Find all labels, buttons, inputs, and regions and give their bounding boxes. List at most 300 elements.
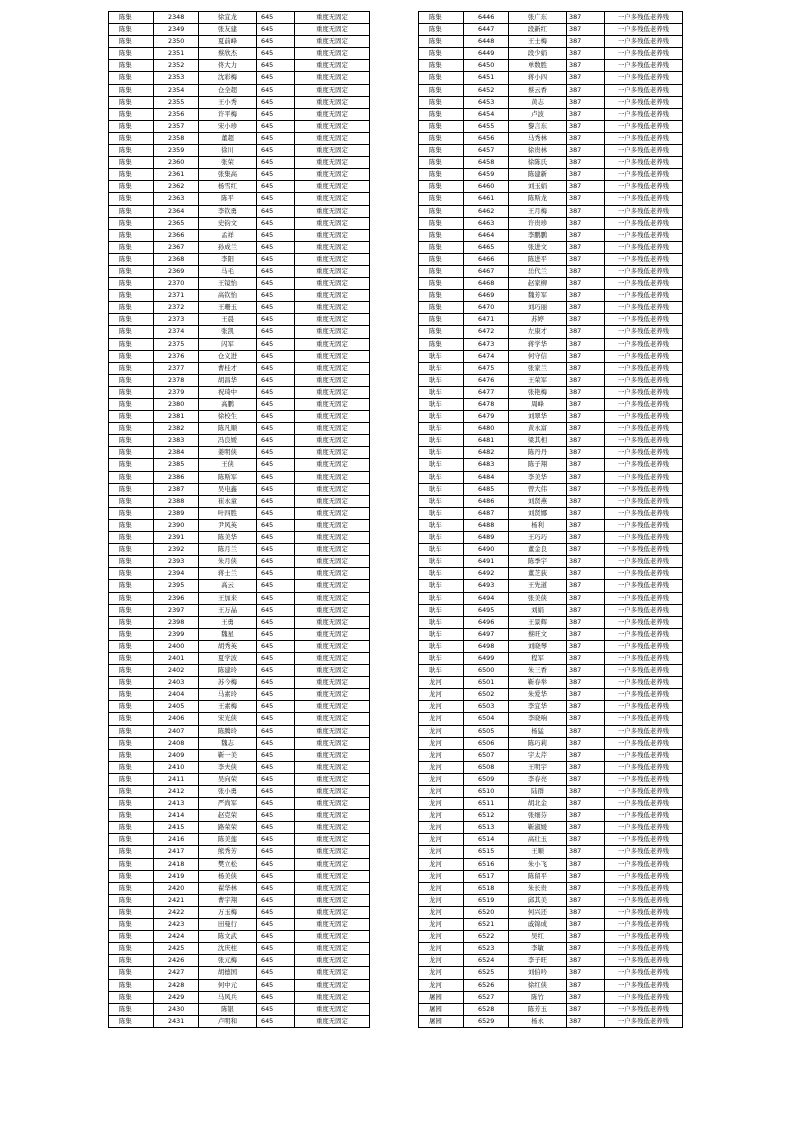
amount-cell: 645 (257, 314, 295, 326)
category-cell: 一户多残低老养残 (605, 713, 683, 725)
number-cell: 6471 (464, 314, 509, 326)
name-cell: 张荣 (199, 157, 257, 169)
table-row (109, 411, 370, 423)
category-cell: 一户多残低老养残 (605, 725, 683, 737)
town-cell: 龙河 (419, 846, 464, 858)
amount-cell: 387 (567, 72, 605, 84)
town-cell: 耿车 (419, 374, 464, 386)
amount-cell: 645 (257, 870, 295, 882)
category-cell: 重度无固定 (295, 919, 370, 931)
name-cell: 陈银 (199, 1003, 257, 1015)
number-cell: 6514 (464, 834, 509, 846)
number-cell: 6474 (464, 350, 509, 362)
town-cell: 陈集 (109, 447, 154, 459)
table-row (419, 556, 683, 568)
number-cell: 6525 (464, 967, 509, 979)
amount-cell: 645 (257, 652, 295, 664)
town-cell: 耿车 (419, 399, 464, 411)
number-cell: 6515 (464, 846, 509, 858)
table-row (109, 362, 370, 374)
category-cell: 重度无固定 (295, 652, 370, 664)
town-cell: 陈集 (109, 798, 154, 810)
category-cell: 一户多残低老养残 (605, 24, 683, 36)
town-cell: 陈集 (109, 36, 154, 48)
table-row (109, 24, 370, 36)
number-cell: 2388 (154, 495, 199, 507)
number-cell: 6473 (464, 338, 509, 350)
category-cell: 重度无固定 (295, 48, 370, 60)
category-cell: 一户多残低老养残 (605, 483, 683, 495)
name-cell: 吴电鑫 (199, 483, 257, 495)
town-cell: 屠园 (419, 1015, 464, 1027)
category-cell: 重度无固定 (295, 544, 370, 556)
table-row (419, 906, 683, 918)
table-row (109, 810, 370, 822)
number-cell: 6464 (464, 229, 509, 241)
name-cell: 陈子翔 (509, 459, 567, 471)
number-cell: 6484 (464, 471, 509, 483)
table-row (419, 48, 683, 60)
number-cell: 2410 (154, 761, 199, 773)
number-cell: 2389 (154, 507, 199, 519)
number-cell: 6492 (464, 568, 509, 580)
amount-cell: 645 (257, 604, 295, 616)
amount-cell: 387 (567, 1015, 605, 1027)
amount-cell: 645 (257, 858, 295, 870)
number-cell: 6489 (464, 532, 509, 544)
category-cell: 一户多残低老养残 (605, 870, 683, 882)
number-cell: 6528 (464, 1003, 509, 1015)
table-row (109, 616, 370, 628)
name-cell: 王加来 (199, 592, 257, 604)
number-cell: 2376 (154, 350, 199, 362)
number-cell: 2362 (154, 181, 199, 193)
category-cell: 一户多残低老养残 (605, 894, 683, 906)
table-row (419, 12, 683, 24)
number-cell: 2357 (154, 120, 199, 132)
name-cell: 李春亮 (509, 773, 567, 785)
category-cell: 重度无固定 (295, 906, 370, 918)
amount-cell: 387 (567, 737, 605, 749)
category-cell: 一户多残低老养残 (605, 568, 683, 580)
category-cell: 重度无固定 (295, 374, 370, 386)
name-cell: 刘晓琴 (509, 640, 567, 652)
table-row (419, 519, 683, 531)
table-row (109, 544, 370, 556)
amount-cell: 387 (567, 701, 605, 713)
amount-cell: 387 (567, 967, 605, 979)
amount-cell: 387 (567, 338, 605, 350)
category-cell: 重度无固定 (295, 278, 370, 290)
number-cell: 2351 (154, 48, 199, 60)
category-cell: 一户多残低老养残 (605, 919, 683, 931)
amount-cell: 387 (567, 435, 605, 447)
name-cell: 靳一美 (199, 749, 257, 761)
amount-cell: 645 (257, 181, 295, 193)
amount-cell: 387 (567, 810, 605, 822)
name-cell: 陈平 (199, 193, 257, 205)
number-cell: 2395 (154, 580, 199, 592)
name-cell: 王月梅 (509, 205, 567, 217)
category-cell: 一户多残低老养残 (605, 677, 683, 689)
number-cell: 6513 (464, 822, 509, 834)
category-cell: 重度无固定 (295, 399, 370, 411)
category-cell: 重度无固定 (295, 943, 370, 955)
amount-cell: 645 (257, 229, 295, 241)
category-cell: 重度无固定 (295, 132, 370, 144)
table-row (419, 761, 683, 773)
table-row (109, 919, 370, 931)
category-cell: 重度无固定 (295, 12, 370, 24)
table-row (419, 689, 683, 701)
number-cell: 2371 (154, 290, 199, 302)
town-cell: 陈集 (109, 205, 154, 217)
name-cell: 李晓响 (509, 713, 567, 725)
number-cell: 6507 (464, 749, 509, 761)
name-cell: 闪军 (199, 338, 257, 350)
town-cell: 陈集 (419, 120, 464, 132)
number-cell: 6480 (464, 423, 509, 435)
table-row (109, 48, 370, 60)
number-cell: 6524 (464, 955, 509, 967)
table-row (109, 665, 370, 677)
category-cell: 重度无固定 (295, 423, 370, 435)
name-cell: 陈竹 (509, 991, 567, 1003)
name-cell: 王顺 (509, 846, 567, 858)
category-cell: 重度无固定 (295, 761, 370, 773)
table-row (109, 338, 370, 350)
amount-cell: 645 (257, 145, 295, 157)
town-cell: 龙河 (419, 689, 464, 701)
category-cell: 重度无固定 (295, 483, 370, 495)
number-cell: 2350 (154, 36, 199, 48)
town-cell: 耿车 (419, 568, 464, 580)
amount-cell: 387 (567, 846, 605, 858)
number-cell: 2354 (154, 84, 199, 96)
name-cell: 冯良嫒 (199, 435, 257, 447)
town-cell: 耿车 (419, 556, 464, 568)
category-cell: 重度无固定 (295, 786, 370, 798)
category-cell: 重度无固定 (295, 314, 370, 326)
town-cell: 耿车 (419, 532, 464, 544)
category-cell: 一户多残低老养残 (605, 145, 683, 157)
number-cell: 2412 (154, 786, 199, 798)
amount-cell: 387 (567, 302, 605, 314)
table-row (109, 435, 370, 447)
category-cell: 重度无固定 (295, 157, 370, 169)
table-row (109, 495, 370, 507)
town-cell: 陈集 (109, 689, 154, 701)
town-cell: 陈集 (109, 423, 154, 435)
table-row (109, 1015, 370, 1027)
category-cell: 一户多残低老养残 (605, 60, 683, 72)
category-cell: 一户多残低老养残 (605, 761, 683, 773)
category-cell: 一户多残低老养残 (605, 326, 683, 338)
name-cell: 樊立松 (199, 858, 257, 870)
category-cell: 一户多残低老养残 (605, 84, 683, 96)
name-cell: 陈文武 (199, 931, 257, 943)
amount-cell: 387 (567, 532, 605, 544)
name-cell: 陈斯龙 (509, 193, 567, 205)
amount-cell: 387 (567, 652, 605, 664)
number-cell: 6472 (464, 326, 509, 338)
town-cell: 陈集 (109, 338, 154, 350)
name-cell: 陈斯军 (199, 471, 257, 483)
name-cell: 徐陈氏 (509, 157, 567, 169)
amount-cell: 645 (257, 169, 295, 181)
name-cell: 杨利 (509, 519, 567, 531)
town-cell: 陈集 (419, 132, 464, 144)
town-cell: 陈集 (419, 169, 464, 181)
number-cell: 6495 (464, 604, 509, 616)
amount-cell: 387 (567, 943, 605, 955)
town-cell: 龙河 (419, 786, 464, 798)
name-cell: 徐宜龙 (199, 12, 257, 24)
table-row (419, 447, 683, 459)
amount-cell: 645 (257, 786, 295, 798)
category-cell: 重度无固定 (295, 507, 370, 519)
name-cell: 陈美华 (199, 532, 257, 544)
name-cell: 沈彩梅 (199, 72, 257, 84)
number-cell: 2370 (154, 278, 199, 290)
name-cell: 许贵珍 (509, 217, 567, 229)
name-cell: 曹桂才 (199, 362, 257, 374)
number-cell: 2414 (154, 810, 199, 822)
town-cell: 龙河 (419, 979, 464, 991)
amount-cell: 387 (567, 822, 605, 834)
amount-cell: 387 (567, 665, 605, 677)
town-cell: 陈集 (109, 858, 154, 870)
number-cell: 2353 (154, 72, 199, 84)
town-cell: 陈集 (109, 665, 154, 677)
name-cell: 蔡旺文 (509, 628, 567, 640)
table-row (419, 253, 683, 265)
number-cell: 6502 (464, 689, 509, 701)
amount-cell: 387 (567, 604, 605, 616)
number-cell: 2405 (154, 701, 199, 713)
category-cell: 一户多残低老养残 (605, 290, 683, 302)
category-cell: 重度无固定 (295, 217, 370, 229)
town-cell: 陈集 (109, 955, 154, 967)
town-cell: 陈集 (109, 870, 154, 882)
category-cell: 重度无固定 (295, 435, 370, 447)
table-row (109, 737, 370, 749)
name-cell: 张广东 (509, 12, 567, 24)
amount-cell: 387 (567, 157, 605, 169)
name-cell: 胡昌华 (199, 374, 257, 386)
name-cell: 李宜华 (509, 701, 567, 713)
amount-cell: 387 (567, 919, 605, 931)
number-cell: 2411 (154, 773, 199, 785)
name-cell: 李美华 (509, 471, 567, 483)
number-cell: 2419 (154, 870, 199, 882)
town-cell: 陈集 (419, 48, 464, 60)
name-cell: 高鹏 (199, 399, 257, 411)
town-cell: 耿车 (419, 362, 464, 374)
town-cell: 陈集 (419, 157, 464, 169)
number-cell: 2348 (154, 12, 199, 24)
category-cell: 一户多残低老养残 (605, 701, 683, 713)
name-cell: 徐校生 (199, 411, 257, 423)
number-cell: 6490 (464, 544, 509, 556)
amount-cell: 387 (567, 519, 605, 531)
name-cell: 王侠 (199, 459, 257, 471)
amount-cell: 645 (257, 544, 295, 556)
table-row (109, 326, 370, 338)
number-cell: 6501 (464, 677, 509, 689)
number-cell: 2349 (154, 24, 199, 36)
table-row (109, 568, 370, 580)
amount-cell: 645 (257, 435, 295, 447)
amount-cell: 645 (257, 157, 295, 169)
table-row (419, 108, 683, 120)
amount-cell: 387 (567, 786, 605, 798)
category-cell: 重度无固定 (295, 689, 370, 701)
number-cell: 2427 (154, 967, 199, 979)
category-cell: 一户多残低老养残 (605, 386, 683, 398)
table-row (419, 181, 683, 193)
name-cell: 姜明侠 (199, 447, 257, 459)
amount-cell: 645 (257, 96, 295, 108)
amount-cell: 645 (257, 991, 295, 1003)
amount-cell: 645 (257, 761, 295, 773)
table-row (109, 265, 370, 277)
number-cell: 6477 (464, 386, 509, 398)
town-cell: 耿车 (419, 423, 464, 435)
category-cell: 一户多残低老养残 (605, 374, 683, 386)
name-cell: 胡北金 (509, 798, 567, 810)
town-cell: 陈集 (109, 411, 154, 423)
town-cell: 龙河 (419, 858, 464, 870)
category-cell: 重度无固定 (295, 798, 370, 810)
name-cell: 陈月兰 (199, 544, 257, 556)
amount-cell: 387 (567, 834, 605, 846)
number-cell: 6511 (464, 798, 509, 810)
name-cell: 邱其美 (509, 894, 567, 906)
town-cell: 龙河 (419, 943, 464, 955)
name-cell: 陈芳玉 (509, 1003, 567, 1015)
table-row (419, 36, 683, 48)
town-cell: 陈集 (419, 217, 464, 229)
table-row (109, 846, 370, 858)
town-cell: 耿车 (419, 628, 464, 640)
town-cell: 陈集 (109, 507, 154, 519)
category-cell: 重度无固定 (295, 858, 370, 870)
amount-cell: 645 (257, 725, 295, 737)
table-row (419, 701, 683, 713)
town-cell: 陈集 (109, 24, 154, 36)
amount-cell: 387 (567, 931, 605, 943)
town-cell: 陈集 (109, 12, 154, 24)
category-cell: 重度无固定 (295, 36, 370, 48)
table-row (109, 314, 370, 326)
amount-cell: 387 (567, 181, 605, 193)
name-cell: 李钦勇 (199, 205, 257, 217)
number-cell: 2392 (154, 544, 199, 556)
number-cell: 6450 (464, 60, 509, 72)
category-cell: 一户多残低老养残 (605, 302, 683, 314)
table-row (419, 749, 683, 761)
category-cell: 重度无固定 (295, 241, 370, 253)
name-cell: 陈巧莉 (509, 737, 567, 749)
number-cell: 6498 (464, 640, 509, 652)
table-row (109, 870, 370, 882)
town-cell: 陈集 (109, 640, 154, 652)
town-cell: 陈集 (109, 362, 154, 374)
category-cell: 一户多残低老养残 (605, 967, 683, 979)
number-cell: 2415 (154, 822, 199, 834)
name-cell: 魏芳军 (509, 290, 567, 302)
number-cell: 2420 (154, 882, 199, 894)
number-cell: 2431 (154, 1015, 199, 1027)
town-cell: 龙河 (419, 701, 464, 713)
category-cell: 一户多残低老养残 (605, 36, 683, 48)
town-cell: 陈集 (419, 265, 464, 277)
table-row (419, 858, 683, 870)
name-cell: 徐川 (199, 145, 257, 157)
category-cell: 重度无固定 (295, 580, 370, 592)
category-cell: 一户多残低老养残 (605, 362, 683, 374)
amount-cell: 645 (257, 834, 295, 846)
town-cell: 陈集 (109, 749, 154, 761)
number-cell: 6468 (464, 278, 509, 290)
category-cell: 重度无固定 (295, 1015, 370, 1027)
name-cell: 刘伯吟 (509, 967, 567, 979)
town-cell: 陈集 (109, 568, 154, 580)
category-cell: 一户多残低老养残 (605, 991, 683, 1003)
amount-cell: 645 (257, 423, 295, 435)
table-row (419, 919, 683, 931)
name-cell: 田曼行 (199, 919, 257, 931)
category-cell: 一户多残低老养残 (605, 72, 683, 84)
amount-cell: 387 (567, 24, 605, 36)
town-cell: 陈集 (419, 229, 464, 241)
amount-cell: 645 (257, 737, 295, 749)
town-cell: 陈集 (419, 278, 464, 290)
name-cell: 王万晶 (199, 604, 257, 616)
number-cell: 6486 (464, 495, 509, 507)
table-row (109, 386, 370, 398)
left-roster-body (109, 12, 370, 1028)
table-row (109, 483, 370, 495)
amount-cell: 645 (257, 616, 295, 628)
name-cell: 蒋小四 (509, 72, 567, 84)
amount-cell: 645 (257, 253, 295, 265)
amount-cell: 387 (567, 241, 605, 253)
number-cell: 2400 (154, 640, 199, 652)
table-row (109, 955, 370, 967)
town-cell: 陈集 (419, 193, 464, 205)
town-cell: 龙河 (419, 894, 464, 906)
town-cell: 耿车 (419, 411, 464, 423)
name-cell: 高壮玉 (509, 834, 567, 846)
name-cell: 仓义进 (199, 350, 257, 362)
town-cell: 陈集 (109, 120, 154, 132)
table-row (419, 773, 683, 785)
town-cell: 龙河 (419, 882, 464, 894)
name-cell: 王素梅 (199, 701, 257, 713)
number-cell: 6457 (464, 145, 509, 157)
amount-cell: 645 (257, 532, 295, 544)
category-cell: 重度无固定 (295, 773, 370, 785)
table-row (419, 157, 683, 169)
category-cell: 重度无固定 (295, 290, 370, 302)
name-cell: 李阳 (199, 253, 257, 265)
amount-cell: 645 (257, 507, 295, 519)
town-cell: 龙河 (419, 906, 464, 918)
table-row (419, 943, 683, 955)
number-cell: 2381 (154, 411, 199, 423)
